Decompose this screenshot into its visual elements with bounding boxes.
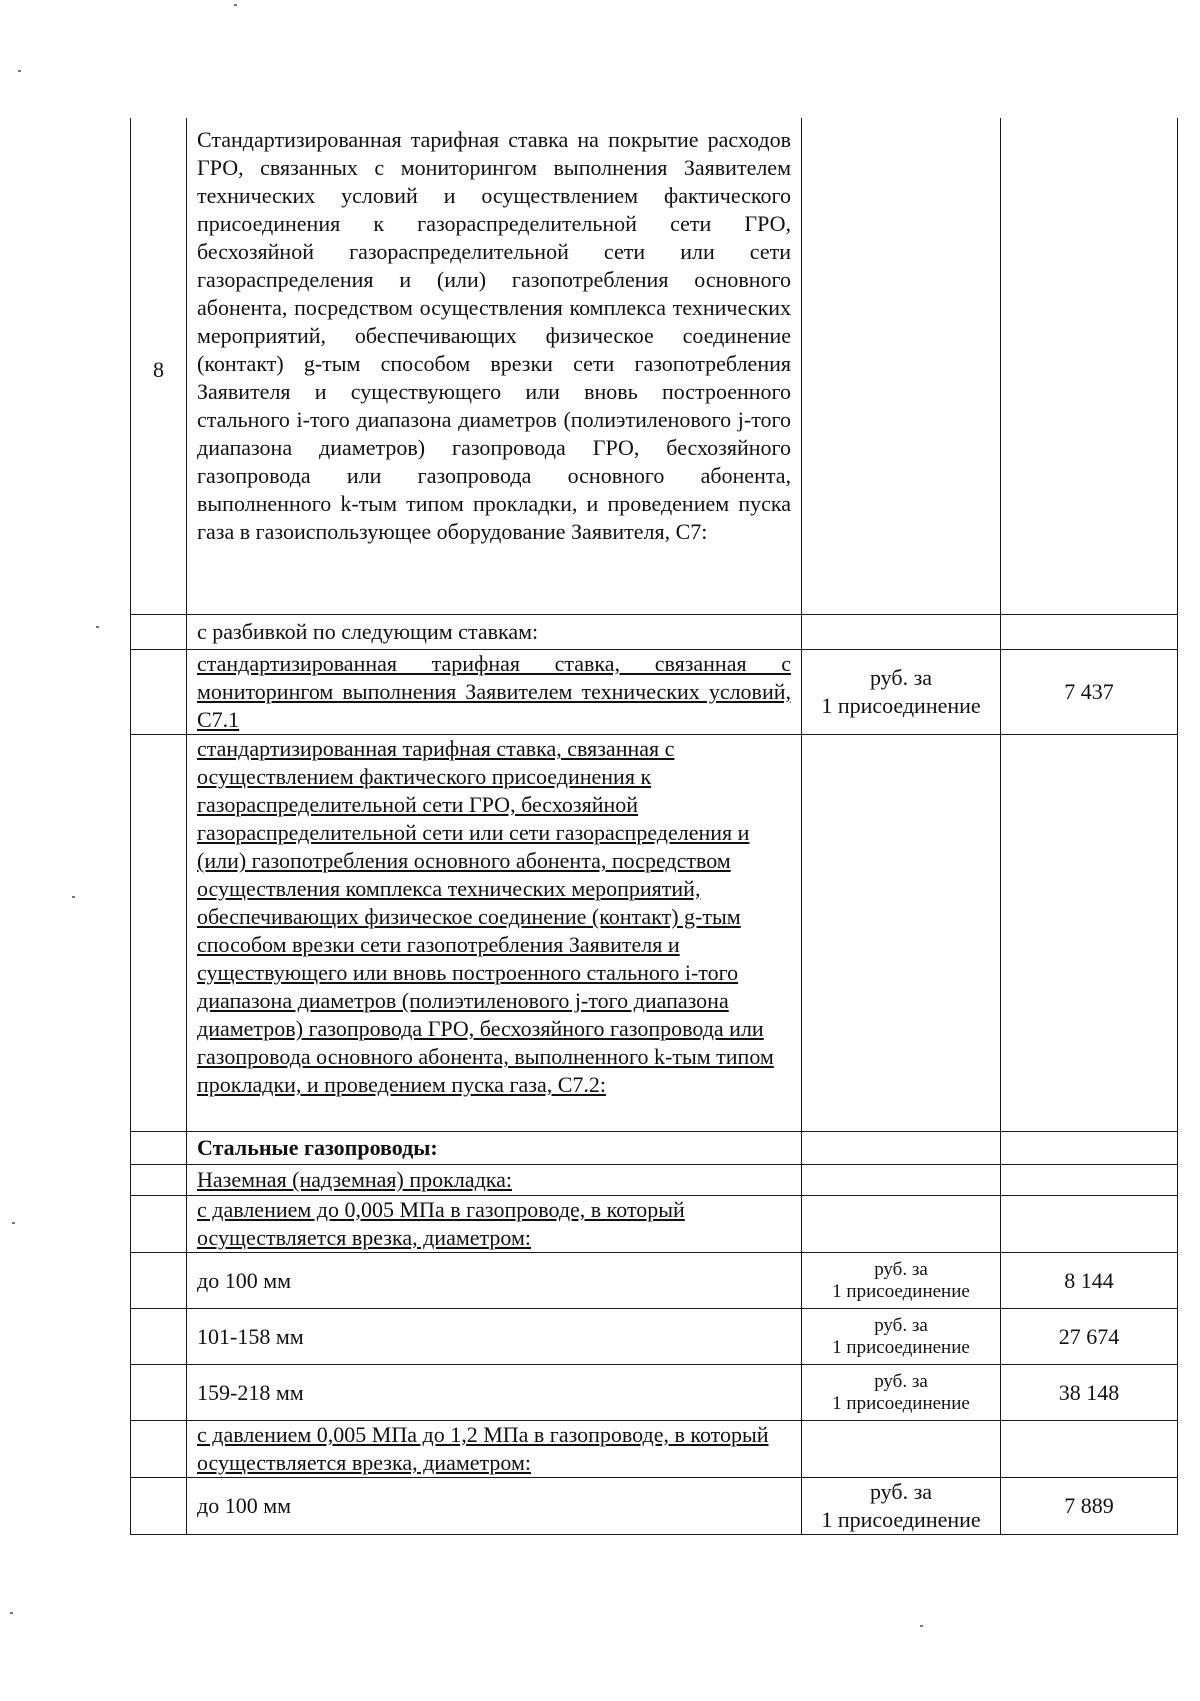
table-row <box>131 1253 1178 1309</box>
row-number-cell <box>131 1165 187 1196</box>
description-cell <box>187 1165 802 1196</box>
steel-pipelines-heading: Стальные газопроводы: <box>197 1135 438 1160</box>
unit-cell <box>802 1309 1001 1365</box>
unit-label-line2: 1 присоединение <box>821 693 981 718</box>
unit-cell <box>802 735 1001 1132</box>
table-row <box>131 1421 1178 1478</box>
unit-cell <box>802 1196 1001 1253</box>
description-cell <box>187 1478 802 1535</box>
rate-value: 7 889 <box>1064 1493 1114 1518</box>
unit-cell <box>802 1478 1001 1535</box>
description-cell <box>187 615 802 650</box>
value-cell <box>1001 1478 1178 1535</box>
unit-cell <box>802 1365 1001 1421</box>
unit-label-line2: 1 присоединение <box>821 1507 981 1532</box>
table-row <box>131 1196 1178 1253</box>
rate-value: 8 144 <box>1064 1267 1114 1293</box>
pressure-mid-heading: с давлением 0,005 МПа до 1,2 МПа в газопроводе, в который осуществляется врезка, диаметром: <box>197 1422 769 1475</box>
unit-cell <box>802 118 1001 615</box>
unit-cell <box>802 1132 1001 1165</box>
value-cell <box>1001 615 1178 650</box>
description-cell <box>187 1196 802 1253</box>
description-cell <box>187 1421 802 1478</box>
diameter-label: 101-158 мм <box>197 1323 304 1349</box>
description-cell <box>187 650 802 735</box>
row-number-cell <box>131 1478 187 1535</box>
value-cell <box>1001 1165 1178 1196</box>
scan-speck <box>12 1222 15 1224</box>
table-row <box>131 650 1178 735</box>
diameter-label: до 100 мм <box>197 1267 292 1293</box>
value-cell <box>1001 1196 1178 1253</box>
value-cell <box>1001 1365 1178 1421</box>
unit-label-line1: руб. за <box>874 1370 928 1392</box>
unit-cell <box>802 615 1001 650</box>
description-cell <box>187 1365 802 1421</box>
row-number-cell <box>131 1253 187 1309</box>
tariff-table <box>130 118 1178 1535</box>
rate-value: 38 148 <box>1058 1379 1120 1405</box>
unit-cell <box>802 1165 1001 1196</box>
unit-label-line2: 1 присоединение <box>832 1392 970 1414</box>
description-cell <box>187 1309 802 1365</box>
rate-c71-description: стандартизированная тарифная ставка, связанная с мониторингом выполнения Заявителем технических условий, С7.1 <box>197 651 791 732</box>
diameter-label: 159-218 мм <box>197 1379 304 1405</box>
value-cell <box>1001 1253 1178 1309</box>
table-row <box>131 615 1178 650</box>
rate-c72-description: стандартизированная тарифная ставка, связанная с осуществлением фактического присоединения к газораспределительной сети ГРО, бесхозяйной газораспределительной сети или сети газораспределения и (или) газопотребления основного абонента, посредством осуществления комплекса технических мероприятий, обеспечивающих физическое соединение (контакт) g-тым способом врезки сети газопотребления Заявителя и существующего или вновь построенного стального i-того диапазона диаметров (полиэтиленового j-того диапазона диаметров) газопровода ГРО, бесхозяйного газопровода или газопровода основного абонента, выполненного k-тым типом прокладки, и проведением пуска газа, С7.2: <box>197 736 774 1097</box>
row-number-cell <box>131 1365 187 1421</box>
table-row <box>131 1478 1178 1535</box>
row-number: 8 <box>153 357 164 382</box>
value-cell <box>1001 1132 1178 1165</box>
rate-value: 27 674 <box>1058 1323 1120 1349</box>
row-number-cell <box>131 1309 187 1365</box>
unit-label-line1: руб. за <box>869 665 933 690</box>
breakdown-label: с разбивкой по следующим ставкам: <box>197 619 539 644</box>
row-number-cell <box>131 1196 187 1253</box>
value-cell <box>1001 118 1178 615</box>
unit-label-line1: руб. за <box>874 1314 928 1336</box>
scan-speck <box>96 626 99 628</box>
unit-cell <box>802 650 1001 735</box>
ground-laying-heading: Наземная (надземная) прокладка: <box>197 1167 513 1192</box>
unit-cell <box>802 1253 1001 1309</box>
unit-label-line1: руб. за <box>874 1258 928 1280</box>
row-number-cell <box>131 1421 187 1478</box>
table-row <box>131 1309 1178 1365</box>
unit-cell <box>802 1421 1001 1478</box>
rate-c71-value: 7 437 <box>1064 679 1114 704</box>
row-number-cell <box>131 735 187 1132</box>
description-cell <box>187 1132 802 1165</box>
pressure-low-heading: с давлением до 0,005 МПа в газопроводе, в который осуществляется врезка, диаметром: <box>197 1197 685 1250</box>
diameter-label: до 100 мм <box>197 1493 292 1518</box>
value-cell <box>1001 735 1178 1132</box>
scan-speck <box>920 1625 923 1627</box>
row-number-cell <box>131 615 187 650</box>
unit-label-line2: 1 присоединение <box>832 1280 970 1302</box>
table-row <box>131 1365 1178 1421</box>
table-row <box>131 1132 1178 1165</box>
scan-speck <box>72 896 75 898</box>
table-row <box>131 1165 1178 1196</box>
row-number-cell <box>131 118 187 615</box>
description-cell <box>187 118 802 615</box>
table-row <box>131 735 1178 1132</box>
scan-speck <box>10 1612 13 1614</box>
scan-speck <box>234 4 237 6</box>
rate-c7-description: Стандартизированная тарифная ставка на покрытие расходов ГРО, связанных с мониторингом выполнения Заявителем технических условий и осуществлением фактического присоединения к газораспределительной сети ГРО, бесхозяйной газораспределительной сети или сети газораспределения и (или) газопотребления основного абонента, посредством осуществления комплекса технических мероприятий, обеспечивающих физическое соединение (контакт) g-тым способом врезки сети газопотребления Заявителя и существующего или вновь построенного стального i-того диапазона диаметров (полиэтиленового j-того диапазона диаметров) газопровода ГРО, бесхозяйного газопровода или газопровода основного абонента, выполненного k-тым типом прокладки, и проведением пуска газа в газоиспользующее оборудование Заявителя, С7: <box>197 127 791 544</box>
unit-label-line1: руб. за <box>869 1479 933 1504</box>
unit-label-line2: 1 присоединение <box>832 1336 970 1358</box>
value-cell <box>1001 1421 1178 1478</box>
value-cell <box>1001 650 1178 735</box>
scan-speck <box>18 70 21 72</box>
description-cell <box>187 1253 802 1309</box>
row-number-cell <box>131 1132 187 1165</box>
value-cell <box>1001 1309 1178 1365</box>
row-number-cell <box>131 650 187 735</box>
table-row <box>131 118 1178 615</box>
description-cell <box>187 735 802 1132</box>
